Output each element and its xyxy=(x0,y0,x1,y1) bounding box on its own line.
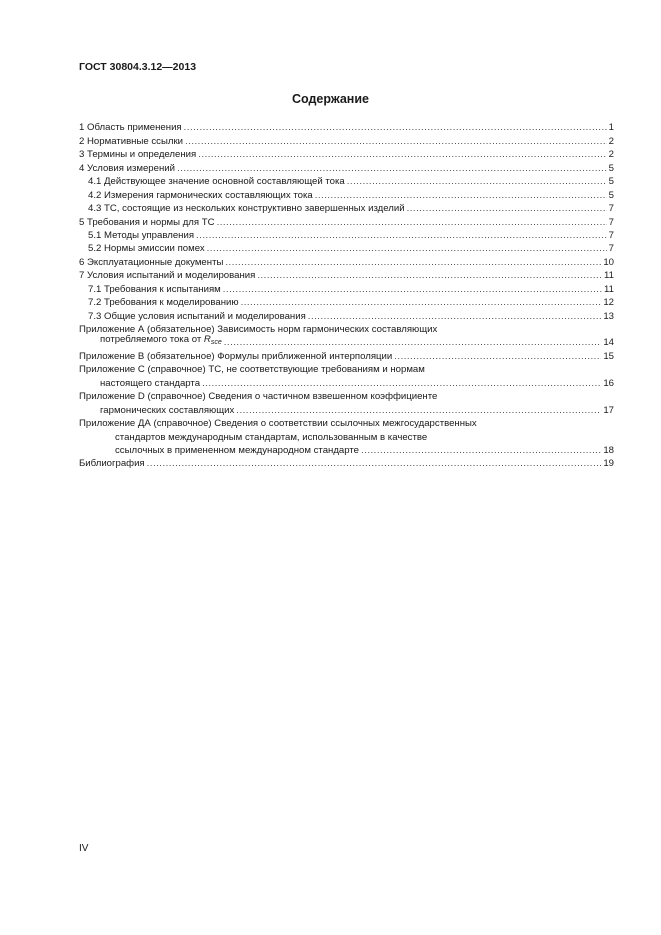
dot-leader xyxy=(177,162,607,175)
dot-leader xyxy=(361,444,601,457)
toc-label: гармонических составляющих xyxy=(100,404,235,416)
toc-entry[interactable] xyxy=(79,175,614,188)
toc-page: 7 xyxy=(608,229,614,241)
dot-leader xyxy=(217,216,607,229)
toc-page: 5 xyxy=(608,162,614,174)
toc-label: Приложение А (обязательное) Зависимость норм гармонических составляющих xyxy=(79,324,438,335)
dot-leader xyxy=(225,256,601,269)
toc-entry[interactable] xyxy=(79,229,614,242)
toc-entry[interactable] xyxy=(79,282,614,295)
toc-entry-continuation[interactable] xyxy=(79,444,614,457)
toc-page: 16 xyxy=(603,377,614,389)
dot-leader xyxy=(347,175,607,188)
toc-label-text: потребляемого тока от xyxy=(100,334,202,346)
toc-entry[interactable] xyxy=(79,202,614,215)
dot-leader xyxy=(198,148,606,161)
toc-label: настоящего стандарта xyxy=(100,377,201,389)
dot-leader xyxy=(202,377,601,390)
toc-page: 11 xyxy=(604,283,614,295)
toc-entry[interactable] xyxy=(79,269,614,282)
toc-label: Приложение В (обязательное) Формулы приближенной интерполяции xyxy=(79,350,393,362)
toc-page: 7 xyxy=(608,243,614,255)
toc-label: 7.2 Требования к моделированию xyxy=(88,297,239,309)
toc-label: 6 Эксплуатационные документы xyxy=(79,256,224,268)
dot-leader xyxy=(147,457,602,470)
toc-page: 11 xyxy=(604,270,614,282)
toc-entry[interactable] xyxy=(79,121,614,134)
toc-entry[interactable] xyxy=(79,161,614,174)
page-title: Содержание xyxy=(291,92,369,106)
dot-leader xyxy=(407,202,607,215)
dot-leader xyxy=(394,350,601,363)
toc-page: 10 xyxy=(603,256,614,268)
toc-page: 13 xyxy=(603,310,614,322)
toc-entry[interactable] xyxy=(79,188,614,201)
document-id: ГОСТ 30804.3.12—2013 xyxy=(79,61,197,73)
toc-label: 7 Условия испытаний и моделирования xyxy=(79,270,256,282)
dot-leader xyxy=(236,404,601,417)
dot-leader xyxy=(184,121,607,134)
toc-label: ссылочных в примененном международном стандарте xyxy=(115,444,360,456)
toc-label: 7.3 Общие условия испытаний и моделирования xyxy=(88,310,306,322)
toc-label: 4.2 Измерения гармонических составляющих тока xyxy=(88,189,313,201)
toc-label: 7.1 Требования к испытаниям xyxy=(88,283,221,295)
toc-entry[interactable] xyxy=(79,296,614,309)
toc-label: 4 Условия измерений xyxy=(79,162,175,174)
toc-entry-continuation[interactable] xyxy=(79,376,614,389)
dot-leader xyxy=(207,242,607,255)
toc-entry[interactable] xyxy=(79,457,614,470)
toc-page: 12 xyxy=(603,297,614,309)
dot-leader xyxy=(223,283,602,296)
page-number: IV xyxy=(79,843,89,854)
toc-entry[interactable] xyxy=(79,255,614,268)
dot-leader xyxy=(308,310,602,323)
toc-page: 7 xyxy=(608,216,614,228)
toc-label: Приложение D (справочное) Сведения о частичном взвешенном коэффициенте xyxy=(79,391,438,403)
toc-page: 7 xyxy=(608,203,614,215)
toc-entry[interactable] xyxy=(79,309,614,322)
toc-entry-line[interactable] xyxy=(79,417,614,430)
toc-entry[interactable] xyxy=(79,148,614,161)
dot-leader xyxy=(224,336,602,349)
toc-label xyxy=(100,333,222,349)
toc-label: 3 Термины и определения xyxy=(79,149,197,161)
dot-leader xyxy=(196,229,607,242)
toc-page: 5 xyxy=(608,176,614,188)
toc-entry[interactable] xyxy=(79,134,614,147)
toc-page: 2 xyxy=(608,149,614,161)
toc-entry[interactable] xyxy=(79,215,614,228)
toc-page: 19 xyxy=(603,458,614,470)
r-sce-subscript: sce xyxy=(210,339,222,347)
toc-label: Приложение ДА (справочное) Сведения о соответствии ссылочных межгосударственных xyxy=(79,418,477,430)
toc-page: 2 xyxy=(608,135,614,147)
toc-label: 5.1 Методы управления xyxy=(88,229,195,241)
dot-leader xyxy=(315,189,607,202)
toc-label: Библиография xyxy=(79,458,145,470)
toc-label: 2 Нормативные ссылки xyxy=(79,135,184,147)
toc-entry-line[interactable] xyxy=(79,363,614,376)
table-of-contents xyxy=(79,121,614,470)
dot-leader xyxy=(185,135,607,148)
toc-label: 1 Область применения xyxy=(79,122,182,134)
toc-page: 14 xyxy=(603,337,614,349)
r-sce-symbol: R xyxy=(203,334,211,346)
dot-leader xyxy=(257,269,602,282)
toc-entry-continuation[interactable] xyxy=(79,336,614,349)
toc-entry[interactable] xyxy=(79,242,614,255)
toc-page: 5 xyxy=(608,189,614,201)
toc-label: 5.2 Нормы эмиссии помех xyxy=(88,243,205,255)
toc-entry[interactable] xyxy=(79,349,614,362)
toc-page: 15 xyxy=(603,350,614,362)
toc-label: 4.3 ТС, состоящие из нескольких конструктивно завершенных изделий xyxy=(88,203,405,215)
toc-page: 1 xyxy=(608,122,614,134)
toc-entry-line[interactable] xyxy=(79,390,614,403)
toc-entry-continuation[interactable] xyxy=(79,403,614,416)
toc-page: 17 xyxy=(603,404,614,416)
toc-label: Приложение С (справочное) ТС, не соответствующие требованиям и нормам xyxy=(79,364,425,376)
dot-leader xyxy=(241,296,602,309)
toc-label: 4.1 Действующее значение основной составляющей тока xyxy=(88,176,345,188)
toc-entry-continuation[interactable] xyxy=(79,430,614,443)
toc-label: 5 Требования и нормы для ТС xyxy=(79,216,215,228)
toc-label: стандартов международным стандартам, использованным в качестве xyxy=(115,431,428,443)
toc-page: 18 xyxy=(603,444,614,456)
